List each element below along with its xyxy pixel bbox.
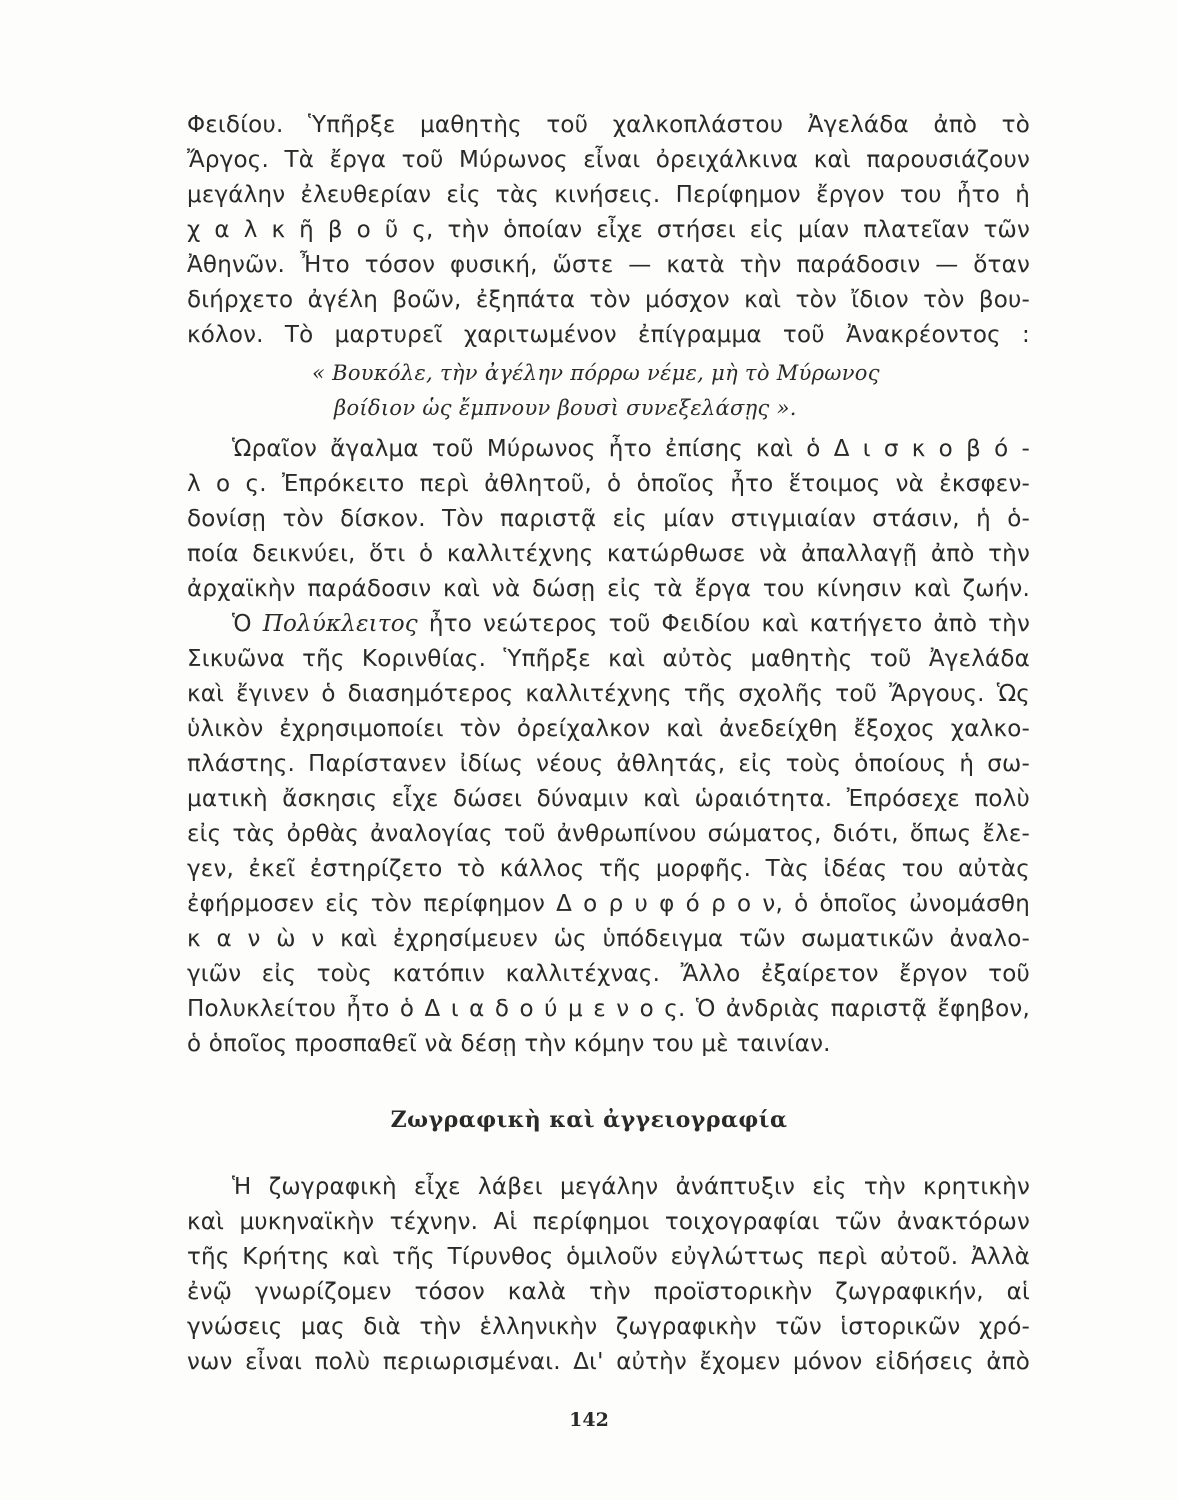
text-span: ἦτο νεώτερος τοῦ Φειδίου καὶ κατήγετο ἀπὸ τὴν: [417, 611, 1030, 637]
text-line: ποία δεικνύει, ὅτι ὁ καλλιτέχνης κατώρθωσε νὰ ἀπαλλαγῇ ἀπὸ τὴν: [187, 541, 1030, 567]
text-line: μεγάλην ἐλευθερίαν εἰς τὰς κινήσεις. Περίφημον ἔργον του ἦτο ἡ: [187, 182, 1030, 208]
text-line: [232, 607, 1030, 641]
text-line: Πολυκλείτου ἦτο ὁ Δ ι α δ ο ύ μ ε ν ο ς. Ὁ ἀνδριὰς παριστᾷ ἔφηβον,: [187, 996, 1030, 1022]
text-line: γνώσεις μας διὰ τὴν ἑλληνικὴν ζωγραφικὴν τῶν ἱστορικῶν χρό-: [187, 1314, 1030, 1340]
text-line: νων εἶναι πολὺ περιωρισμέναι. Δι' αὐτὴν ἔχομεν μόνον εἰδήσεις ἀπὸ: [187, 1349, 1030, 1375]
page-number: 142: [569, 1409, 609, 1431]
text-line: Σικυῶνα τῆς Κορινθίας. Ὑπῆρξε καὶ αὐτὸς μαθητὴς τοῦ Ἀγελάδα: [187, 646, 1030, 672]
text-line: τῆς Κρήτης καὶ τῆς Τίρυνθος ὁμιλοῦν εὐγλώττως περὶ αὐτοῦ. Ἀλλὰ: [187, 1244, 1030, 1270]
epigram-line: βοίδιον ὡς ἔμπνουν βουσὶ συνεξελάσῃς ».: [334, 396, 797, 420]
text-line: πλάστης. Παρίστανεν ἰδίως νέους ἀθλητάς, εἰς τοὺς ὁποίους ἡ σω-: [187, 751, 1030, 777]
section-heading: Ζωγραφικὴ καὶ ἀγγειογραφία: [390, 1107, 788, 1133]
sculptor-name: Πολύκλειτος: [262, 611, 418, 637]
text-line: καὶ ἔγινεν ὁ διασημότερος καλλιτέχνης τῆς σχολῆς τοῦ Ἄργους. Ὡς: [187, 681, 1030, 707]
text-line: ὑλικὸν ἐχρησιμοποίει τὸν ὀρείχαλκον καὶ ἀνεδείχθη ἔξοχος χαλκο-: [187, 716, 1030, 742]
text-line: Ὡραῖον ἄγαλμα τοῦ Μύρωνος ἦτο ἐπίσης καὶ ὁ Δ ι σ κ ο β ό -: [232, 436, 1030, 462]
text-line: Ἄργος. Τὰ ἔργα τοῦ Μύρωνος εἶναι ὀρειχάλκινα καὶ παρουσιάζουν: [187, 147, 1030, 173]
text-line: Φειδίου. Ὑπῆρξε μαθητὴς τοῦ χαλκοπλάστου Ἀγελάδα ἀπὸ τὸ: [187, 112, 1030, 138]
text-line: ἐφήρμοσεν εἰς τὸν περίφημον Δ ο ρ υ φ ό ρ ο ν, ὁ ὁποῖος ὠνομάσθη: [187, 891, 1030, 917]
text-line: χ α λ κ ῆ β ο ῦ ς, τὴν ὁποίαν εἶχε στήσει εἰς μίαν πλατεῖαν τῶν: [187, 217, 1030, 243]
text-line: κ α ν ὼ ν καὶ ἐχρησίμευεν ὡς ὑπόδειγμα τῶν σωματικῶν ἀναλο-: [187, 926, 1030, 952]
text-line: διήρχετο ἀγέλη βοῶν, ἐξηπάτα τὸν μόσχον καὶ τὸν ἴδιον τὸν βου-: [187, 287, 1030, 313]
epigram-line: « Βουκόλε, τὴν ἀγέλην πόρρω νέμε, μὴ τὸ Μύρωνος: [312, 361, 880, 385]
text-line: ὁ ὁποῖος προσπαθεῖ νὰ δέσῃ τὴν κόμην του μὲ ταινίαν.: [187, 1031, 831, 1057]
text-line: κόλον. Τὸ μαρτυρεῖ χαριτωμένον ἐπίγραμμα τοῦ Ἀνακρέοντος :: [187, 322, 1030, 348]
text-line: δονίσῃ τὸν δίσκον. Τὸν παριστᾷ εἰς μίαν στιγμιαίαν στάσιν, ἡ ὁ-: [187, 506, 1030, 532]
text-span: Ὁ: [232, 611, 263, 637]
text-line: εἰς τὰς ὀρθὰς ἀναλογίας τοῦ ἀνθρωπίνου σώματος, διότι, ὅπως ἔλε-: [187, 821, 1030, 847]
text-line: γιῶν εἰς τοὺς κατόπιν καλλιτέχνας. Ἄλλο ἐξαίρετον ἔργον τοῦ: [187, 961, 1030, 987]
text-line: λ ο ς. Ἐπρόκειτο περὶ ἀθλητοῦ, ὁ ὁποῖος ἦτο ἕτοιμος νὰ ἐκσφεν-: [187, 471, 1030, 497]
text-line: καὶ μυκηναϊκὴν τέχνην. Αἱ περίφημοι τοιχογραφίαι τῶν ἀνακτόρων: [187, 1209, 1030, 1235]
text-line: Ἀθηνῶν. Ἦτο τόσον φυσική, ὥστε — κατὰ τὴν παράδοσιν — ὅταν: [187, 252, 1030, 278]
text-line: ἐνῷ γνωρίζομεν τόσον καλὰ τὴν προϊστορικὴν ζωγραφικήν, αἱ: [187, 1279, 1030, 1305]
text-line: ἀρχαϊκὴν παράδοσιν καὶ νὰ δώσῃ εἰς τὰ ἔργα του κίνησιν καὶ ζωήν.: [187, 576, 1030, 602]
text-line: γεν, ἐκεῖ ἐστηρίζετο τὸ κάλλος τῆς μορφῆς. Τὰς ἰδέας του αὐτὰς: [187, 856, 1030, 882]
text-line: Ἡ ζωγραφικὴ εἶχε λάβει μεγάλην ἀνάπτυξιν εἰς τὴν κρητικὴν: [232, 1174, 1030, 1200]
text-line: ματικὴ ἄσκησις εἶχε δώσει δύναμιν καὶ ὡραιότητα. Ἐπρόσεχε πολὺ: [187, 786, 1030, 812]
